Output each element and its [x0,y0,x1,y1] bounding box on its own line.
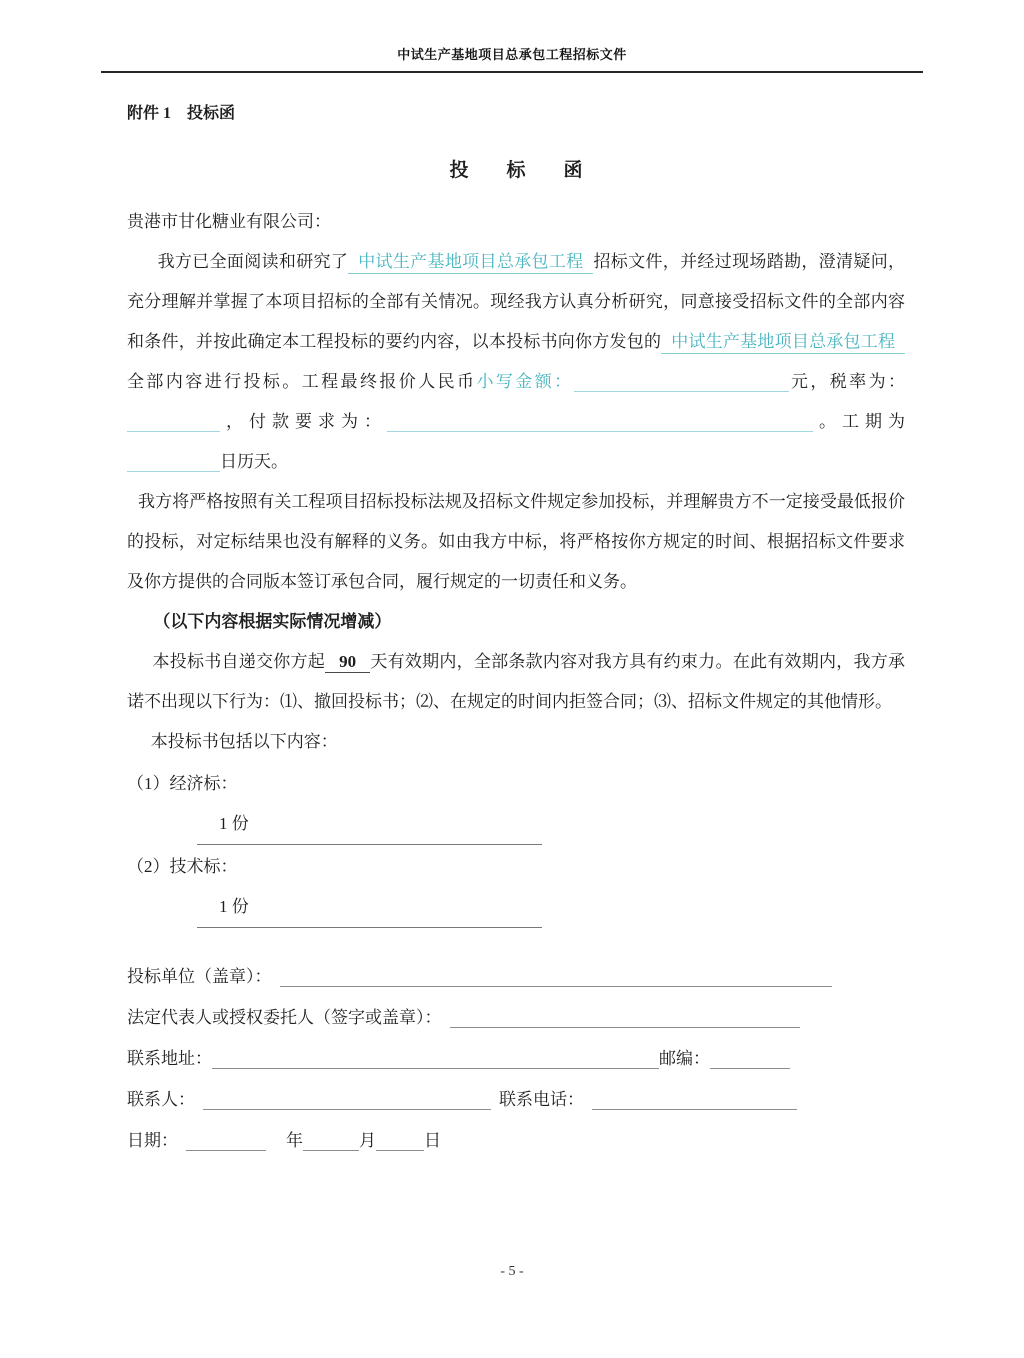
date-blank [186,1133,266,1151]
phone-blank [592,1092,797,1110]
p3-text-1: 本投标书自递交你方起 [152,652,326,671]
letter-title: 投 标 函 [449,160,583,181]
project-name-blank-2: 中试生产基地项目总承包工程 [661,332,905,354]
bidder-blank [280,969,832,987]
project-name-blank-1: 中试生产基地项目总承包工程 [348,252,593,274]
representative-label: 法定代表人或授权委托人（签字或盖章）： [127,1008,442,1027]
date-label: 日期： [127,1131,178,1150]
address-label: 联系地址： [127,1049,212,1068]
paragraph-validity [127,642,905,722]
duration-blank [127,454,220,472]
representative-blank [450,1010,800,1028]
payment-terms-blank [387,414,813,432]
item1-label: （1）经济标： [127,774,238,793]
p1-text-1: 我方已全面阅读和研究了 [157,252,349,271]
p1-text-2: 招标文件，并经过现场踏勘，澄清疑问，充分理解并掌握了本项目招标的全部有关情况。现经我方认真分析研究，同意接受招标文件的全部内容和条件，并按此确定本工程投标的要约内容，以本投标书向你方发包的 [127,252,906,351]
attachment-heading: 附件 1 投标函 [127,105,236,122]
page-number: - 5 - [500,1264,524,1279]
phone-label: 联系电话： [499,1090,584,1109]
letter-paragraphs [127,242,905,928]
p1-text-3: 全部内容进行投标。工程最终报价人民币 [127,372,477,391]
item2-row [127,887,905,928]
p1-text-5: ，付款要求为： [220,412,387,431]
contact-label: 联系人： [127,1090,195,1109]
p1-text-6: 。工期为 [813,412,905,431]
bidder-field-row [127,956,905,997]
month-label: 月 [359,1131,376,1150]
includes-line: 本投标书包括以下内容： [150,732,338,751]
date-field-row [127,1120,905,1161]
year-blank [303,1133,359,1151]
paragraph-compliance: 我方将严格按照有关工程项目招标投标法规及招标文件规定参加投标，并理解贵方不一定接受最低报价的投标，对定标结果也没有解释的义务。如由我方中标，将严格按你方规定的时间、根据招标文件要求及你方提供的合同版本签订承包合同，履行规定的一切责任和义务。 [127,492,905,591]
note-line: （以下内容根据实际情况增减） [153,612,392,631]
p3-text-2: 天有效期内，全部条款内容对我方具有约束力。在此有效期内，我方承诺不出现以下行为：⑴、撤回投标书；⑵、在规定的时间内拒签合同；⑶、招标文件规定的其他情形。 [127,652,906,711]
amount-blank [574,374,789,392]
tax-rate-blank [127,414,220,432]
paragraph-offer [127,242,905,482]
item2-copies-blank: 1 份 [197,887,542,928]
representative-field-row [127,997,905,1038]
contact-blank [203,1092,491,1110]
address-field-row [127,1038,905,1079]
p1-text-4: 元，税率为： [788,372,906,391]
postal-label: 邮编： [659,1049,710,1068]
header-divider [101,71,923,73]
document-body [127,104,905,1161]
document-header-title: 中试生产基地项目总承包工程招标文件 [397,47,627,62]
month-blank [376,1133,424,1151]
day-label: 日 [424,1131,441,1150]
year-label: 年 [286,1131,303,1150]
p1-text-7: 日历天。 [220,452,288,471]
item1-row [127,804,905,845]
validity-days-value: 90 [325,652,370,673]
contact-field-row [127,1079,905,1120]
bidder-label: 投标单位（盖章）： [127,967,272,986]
item1-copies-blank: 1 份 [197,804,542,845]
page-header [0,0,1024,73]
signature-fields [127,956,905,1161]
postal-blank [710,1051,790,1069]
amount-label: 小写金额： [476,372,574,391]
addressee-line: 贵港市甘化糖业有限公司： [127,212,331,231]
item2-label: （2）技术标： [127,857,238,876]
address-blank [212,1051,659,1069]
